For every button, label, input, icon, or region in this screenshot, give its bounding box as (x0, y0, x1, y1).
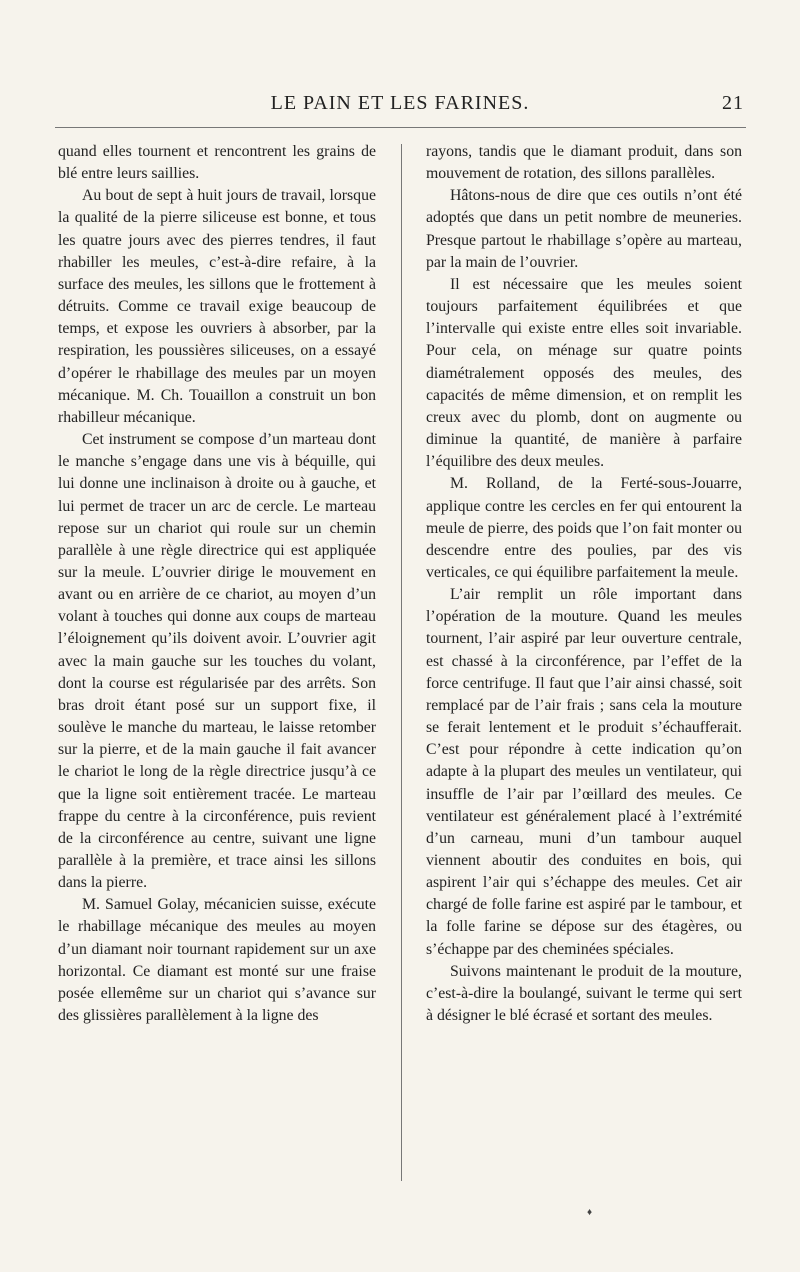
header-rule (55, 127, 746, 128)
right-paragraph-3: Il est nécessaire que les meules soient toujours parfaitement équilibrées et que l’intervalle qui existe entre elles soit invariable. Pour cela, on ménage sur quatre points diamétralement opposés des meules, des capacités de même dimension, et on remplit les creux avec du plomb, dont on augmente ou diminue la quantité, de manière à parfaire l’équilibre des deux meules. (426, 275, 742, 471)
right-paragraph-6: Suivons maintenant le produit de la mouture, c’est-à-dire la boulangé, suivant le terme qui sert à désigner le blé écrasé et sortant des meules. (426, 962, 742, 1025)
left-paragraph-2: Au bout de sept à huit jours de travail, lorsque la qualité de la pierre siliceuse est bonne, et tous les quatre jours avec des pierres tendres, il faut rhabiller les meules, c’est-à-dire refaire, à la surface des meules, les sillons que le frottement à détruits. Comme ce travail exige beaucoup de temps, et expose les ouvriers à absorber, par la respiration, les poussières siliceuses, on a essayé d’opérer le rhabillage des meules par un moyen mécanique. M. Ch. Touaillon a construit un bon rhabilleur mécanique. (58, 187, 376, 426)
printer-mark: ♦ (587, 1207, 593, 1218)
right-column (426, 141, 742, 1027)
page-number: 21 (722, 92, 744, 114)
left-column (58, 141, 376, 1027)
left-paragraph-3: Cet instrument se compose d’un marteau dont le manche s’engage dans une vis à béquille, qui lui donne une inclinaison à droite ou à gauche, et lui permet de tracer un arc de cercle. Le marteau repose sur un chariot qui roule sur un chemin parallèle à une règle directrice qui est appliquée sur la meule. L’ouvrier dirige le mouvement en avant ou en arrière de ce chariot, au moyen d’un volant à touches qui donne aux coups de marteau l’éloignement qu’ils doivent avoir. L’ouvrier agit avec la main gauche sur les touches du volant, dont la course est régularisée par des arrêts. Son bras droit étant posé sur un support fixe, il soulève le manche du marteau, le laisse retomber sur la pierre, et de la main gauche il fait avancer le chariot le long de la règle directrice jusqu’à ce que la ligne soit entièrement tracée. Le marteau frappe du centre à la circonférence, puis revient de la circonférence au centre, suivant une ligne parallèle à la première, et trace ainsi les sillons dans la pierre. (58, 431, 376, 892)
right-paragraph-4: M. Rolland, de la Ferté-sous-Jouarre, applique contre les cercles en fer qui entourent la meule de pierre, des poids que l’on fait monter ou descendre entre des poulies, par des vis verticales, ce qui équilibre parfaitement la meule. (426, 475, 742, 581)
right-paragraph-1: rayons, tandis que le diamant produit, dans son mouvement de rotation, des sillons parallèles. (426, 143, 742, 183)
right-paragraph-5: L’air remplit un rôle important dans l’opération de la mouture. Quand les meules tournent, l’air aspiré par leur ouverture centrale, est chassé à la circonférence, par l’effet de la force centrifuge. Il faut que l’air ainsi chassé, soit remplacé par de l’air frais ; sans cela la mouture se ferait lentement et le produit s’échaufferait. C’est pour répondre à cette indication qu’on adapte à la plupart des meules un ventilateur, qui insuffle de l’air par l’œillard des meules. Ce ventilateur est généralement placé à l’extrémité d’un carneau, muni d’un tambour auquel viennent aboutir des conduites en bois, qui aspirent l’air qui s’échappe des meules. Cet air chargé de folle farine est aspiré par le tambour, et la folle farine se dépose sur des étagères, ou s’échappe par des cheminées spéciales. (426, 586, 742, 958)
left-paragraph-4: M. Samuel Golay, mécanicien suisse, exécute le rhabillage mécanique des meules au moyen d’un diamant noir tournant rapidement sur un axe horizontal. Ce diamant est monté sur une fraise posée ellemême sur un chariot qui s’avance sur des glissières parallèlement à la ligne des (58, 896, 376, 1025)
running-header (56, 92, 744, 120)
right-paragraph-2: Hâtons-nous de dire que ces outils n’ont été adoptés que dans un petit nombre de meuneries. Presque partout le rhabillage s’opère au marteau, par la main de l’ouvrier. (426, 187, 742, 271)
left-paragraph-1: quand elles tournent et rencontrent les grains de blé entre leurs saillies. (58, 143, 376, 183)
column-divider (401, 144, 402, 1181)
running-title: LE PAIN ET LES FARINES. (270, 92, 530, 114)
two-column-text (58, 141, 748, 1211)
